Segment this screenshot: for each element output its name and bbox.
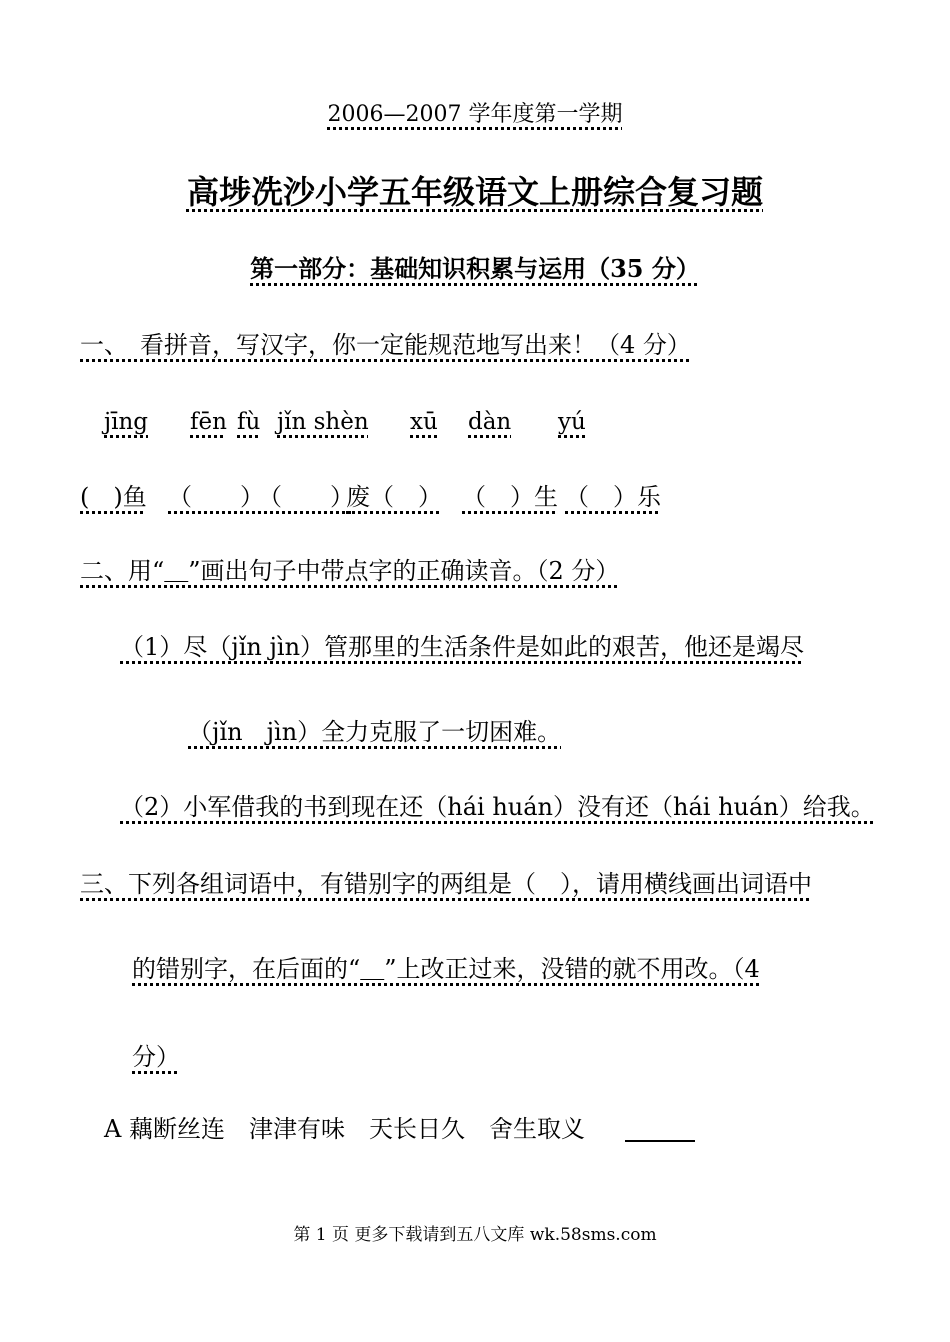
option-a: A 藕断丝连 津津有味 天长日久 舍生取义	[104, 1115, 585, 1143]
question-2-prompt: 二、用“＿”画出句子中带点字的正确读音。（2 分）	[80, 557, 620, 585]
pinyin-3: fù	[237, 409, 261, 435]
pinyin-7: yú	[558, 409, 586, 435]
question-2-item-1-line-2: （jǐn jìn）全力克服了一切困难。	[188, 718, 562, 746]
answer-blank-line	[625, 1140, 695, 1142]
pinyin-5: xū	[410, 409, 438, 435]
question-2-item-1-line-1: （1）尽（jǐn jìn）管那里的生活条件是如此的艰苦，他还是竭尽	[120, 633, 805, 661]
blank-5: （ ）生	[462, 483, 558, 511]
pinyin-6: dàn	[468, 409, 512, 435]
question-3-line-3: 分）	[132, 1043, 180, 1071]
page-title: 高埗冼沙小学五年级语文上册综合复习题	[186, 173, 763, 211]
question-3-line-1: 三、下列各组词语中，有错别字的两组是（ ），请用横线画出词语中	[80, 870, 812, 898]
blank-6: （ ）乐	[565, 483, 661, 511]
school-year: 2006—2007 学年度第一学期	[327, 102, 623, 127]
question-1-prompt: 一、 看拼音，写汉字，你一定能规范地写出来！（4 分）	[80, 331, 691, 359]
question-3-line-2: 的错别字，在后面的“＿”上改正过来，没错的就不用改。（4	[132, 955, 760, 983]
pinyin-4: jǐn shèn	[277, 409, 369, 435]
blank-1: ( )鱼	[80, 483, 147, 511]
pinyin-1: jīng	[104, 409, 149, 435]
page-footer: 第 1 页 更多下载请到五八文库 wk.58sms.com	[293, 1225, 657, 1245]
pinyin-2: fēn	[190, 409, 227, 435]
question-2-item-2: （2）小军借我的书到现在还（hái huán）没有还（hái huán）给我。	[120, 793, 875, 821]
blank-2: （ ）	[168, 483, 264, 511]
section-heading: 第一部分：基础知识积累与运用（35 分）	[250, 254, 700, 283]
blank-3: （ ）	[258, 483, 354, 511]
blank-4: 废（ ）	[346, 483, 442, 511]
